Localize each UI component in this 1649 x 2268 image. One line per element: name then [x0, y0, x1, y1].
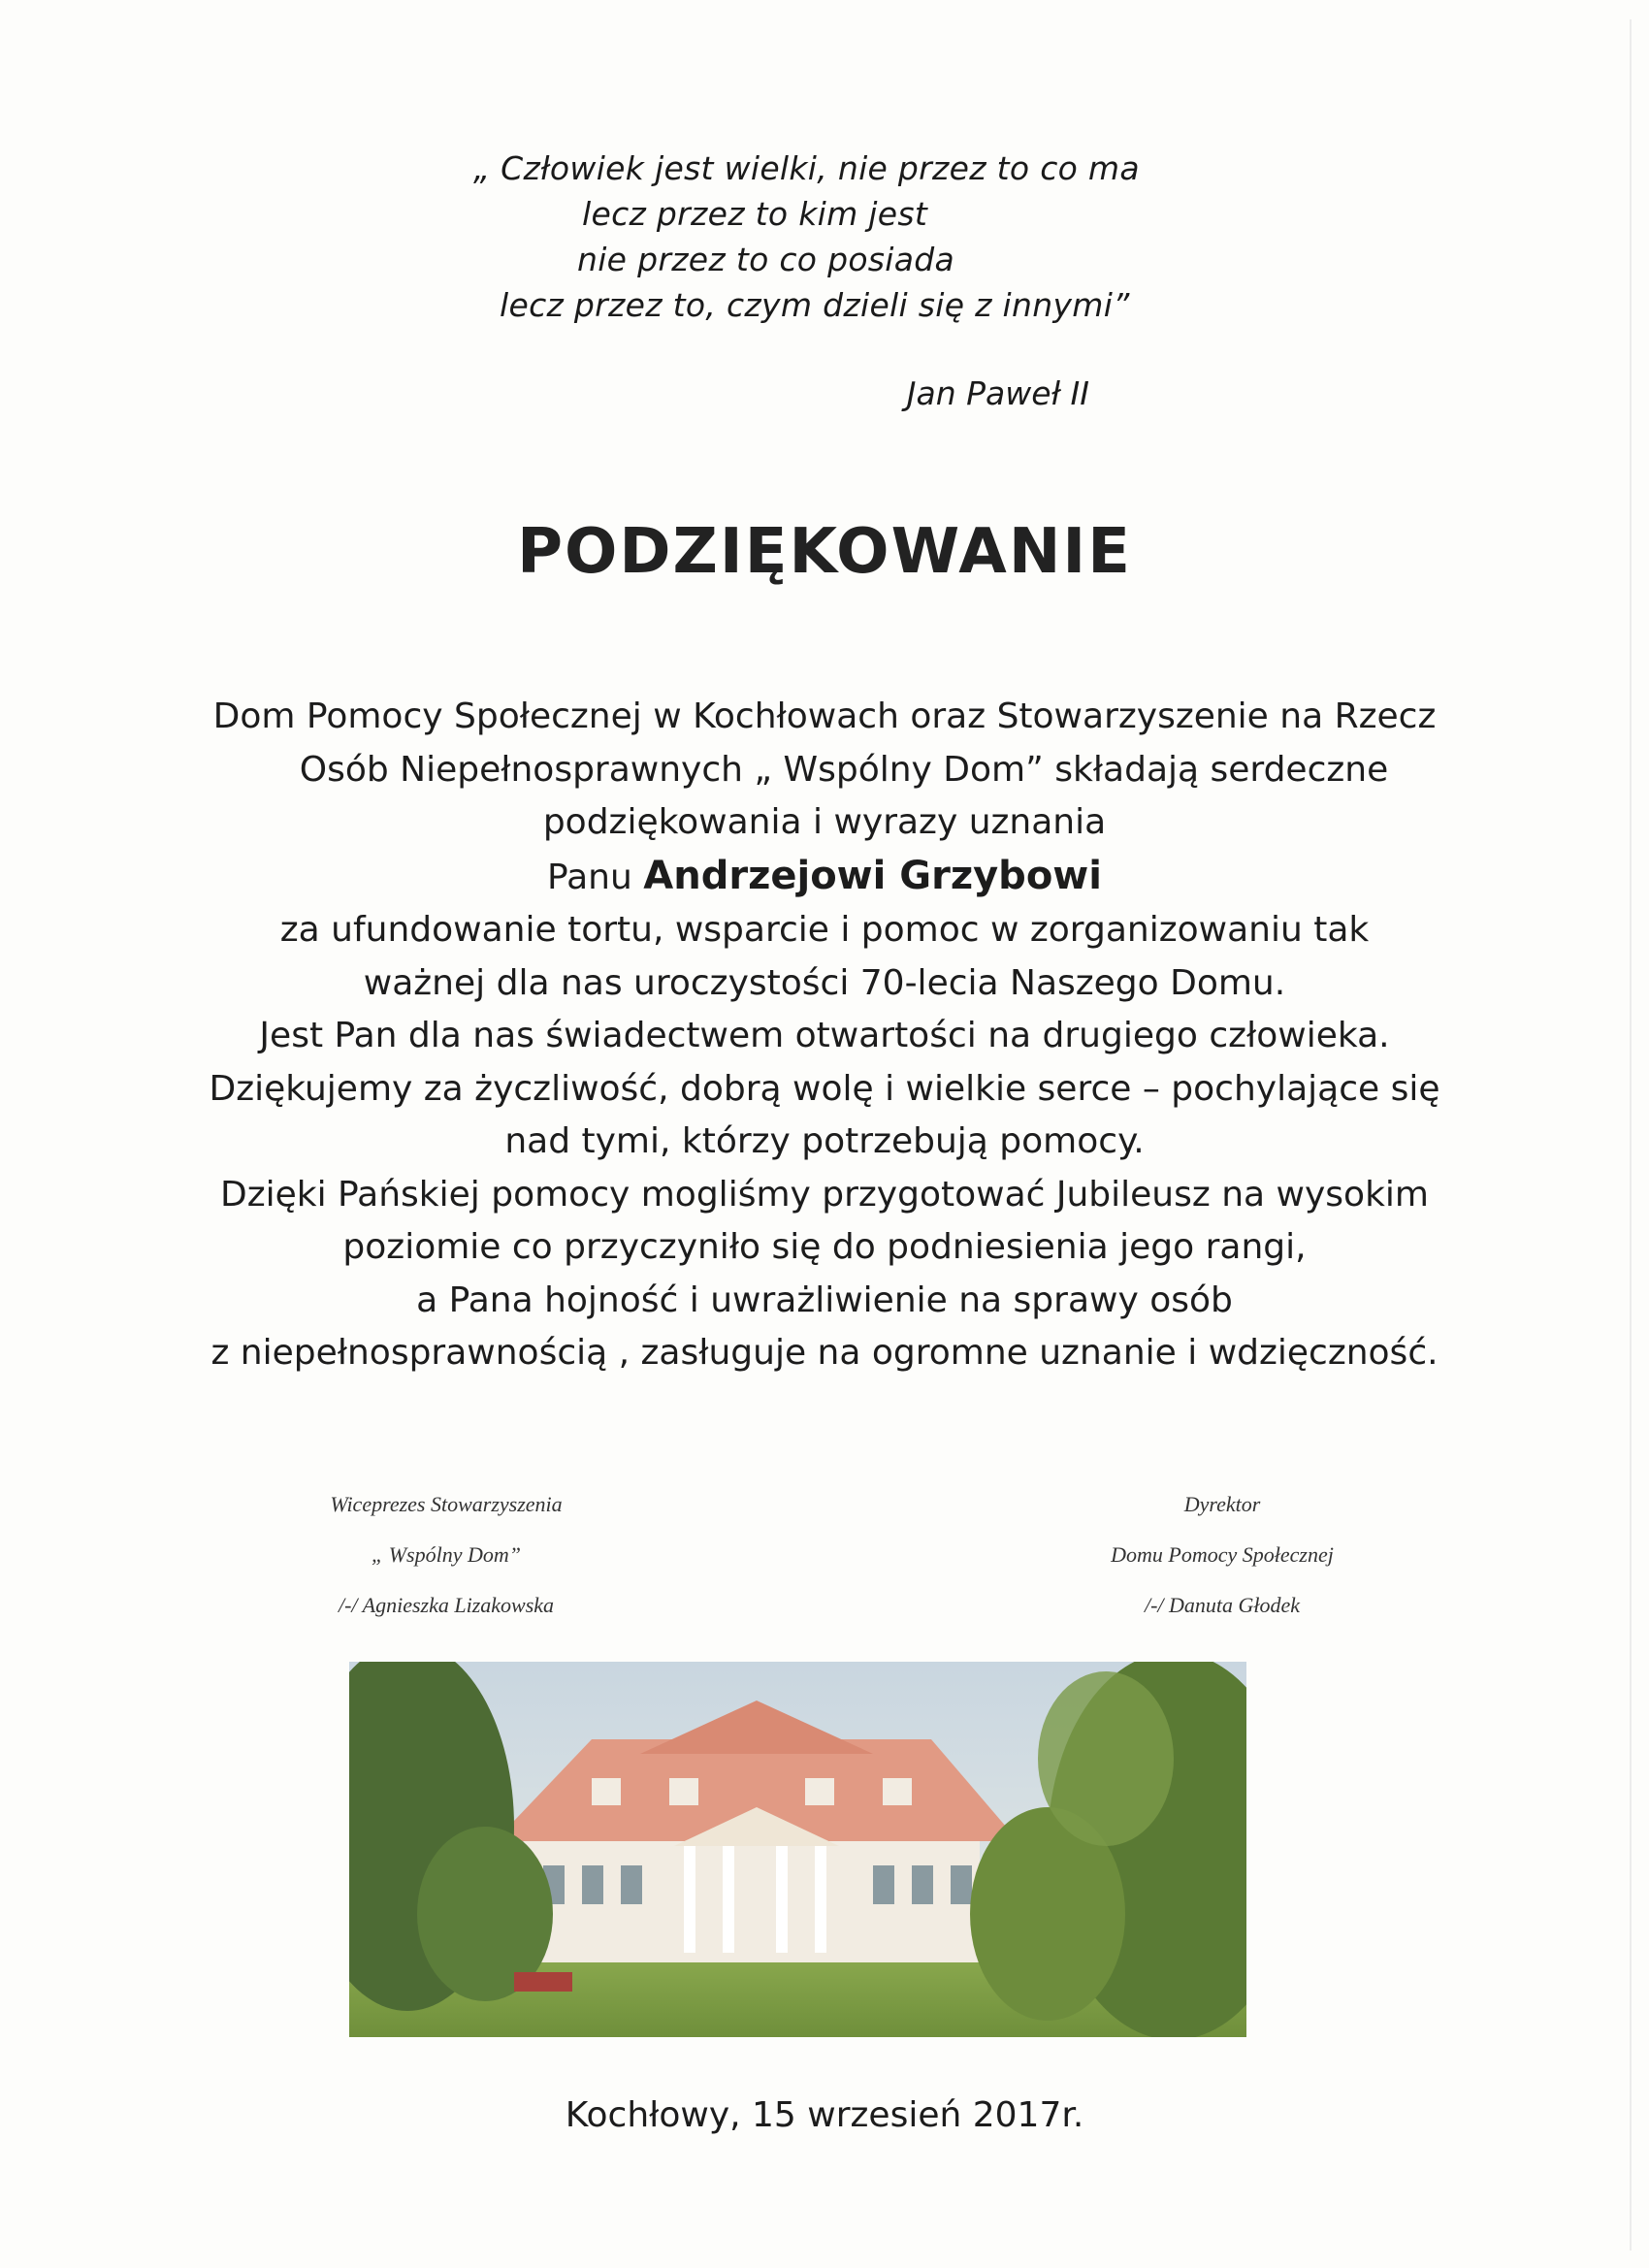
body-line: Dziękujemy za życzliwość, dobrą wolę i wielkie serce – pochylające się [209, 1068, 1440, 1109]
manor-house-photo [349, 1662, 1246, 2037]
signature-right [970, 1479, 1474, 1631]
letter-body [116, 691, 1533, 1380]
epigraph-quote [456, 146, 1193, 328]
signature-role: Wiceprezes Stowarzyszenia [330, 1492, 563, 1516]
quote-line: „ Człowiek jest wielki, nie przez to co ma [473, 149, 1140, 187]
body-line: Dzięki Pańskiej pomocy mogliśmy przygotować Jubileusz na wysokim [220, 1174, 1429, 1215]
recipient-line [116, 850, 1533, 905]
quote-line: nie przez to co posiada [577, 241, 955, 278]
signature-name: /-/ Agnieszka Lizakowska [338, 1593, 555, 1617]
quote-line: lecz przez to kim jest [582, 195, 928, 233]
body-line: nad tymi, którzy potrzebują pomocy. [504, 1121, 1145, 1161]
signature-left [194, 1479, 698, 1631]
body-line: za ufundowanie tortu, wsparcie i pomoc w zorganizowaniu tak [279, 910, 1370, 950]
signature-name: /-/ Danuta Głodek [1144, 1593, 1301, 1617]
signature-organization: „ Wspólny Dom” [371, 1542, 521, 1567]
quote-line: lecz przez to, czym dzieli się z innymi” [500, 286, 1130, 324]
body-line: ważnej dla nas uroczystości 70-lecia Naszego Domu. [363, 962, 1286, 1003]
signature-role: Dyrektor [1183, 1492, 1261, 1516]
signature-organization: Domu Pomocy Społecznej [1111, 1542, 1334, 1567]
recipient-name: Andrzejowi Grzybowi [643, 853, 1102, 898]
body-line: a Pana hojność i uwrażliwienie na sprawy osób [416, 1280, 1233, 1320]
place-and-date: Kochłowy, 15 wrzesień 2017r. [565, 2095, 1084, 2135]
page-title: PODZIĘKOWANIE [517, 516, 1132, 588]
quote-author: Jan Paweł II [906, 374, 1089, 412]
body-line: podziękowania i wyrazy uznania [542, 802, 1107, 842]
body-line: Dom Pomocy Społecznej w Kochłowach oraz Stowarzyszenie na Rzecz [212, 697, 1437, 736]
page-edge-divider [1630, 19, 1632, 2251]
body-line: Jest Pan dla nas świadectwem otwartości na drugiego człowieka. [259, 1016, 1390, 1055]
body-line: poziomie co przyczyniło się do podniesienia jego rangi, [342, 1227, 1307, 1267]
body-line: Osób Niepełnosprawnych „ Wspólny Dom” składają serdeczne [299, 749, 1389, 790]
recipient-prefix: Panu [547, 857, 632, 897]
body-line: z niepełnosprawnością , zasługuje na ogromne uznanie i wdzięczność. [210, 1333, 1439, 1373]
